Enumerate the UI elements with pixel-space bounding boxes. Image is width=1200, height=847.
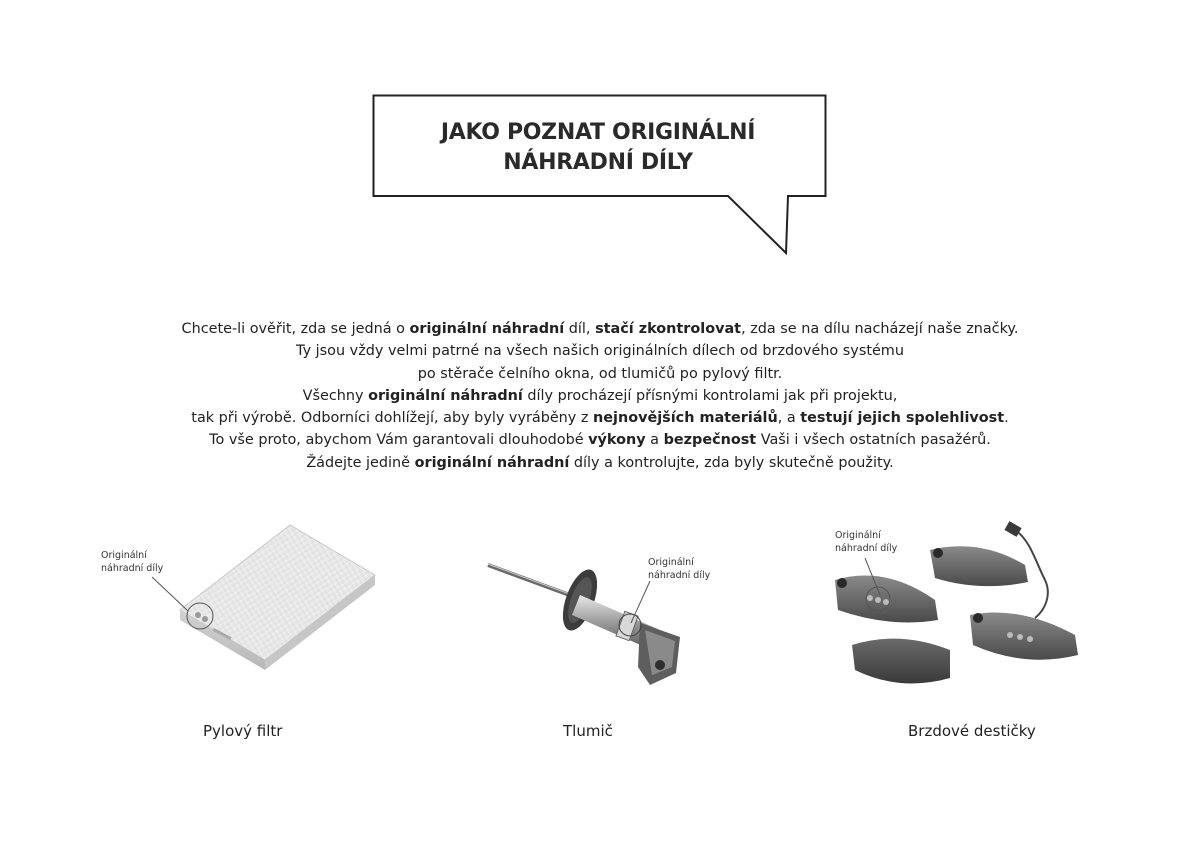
filter-callout-label: Originální náhradní díly (101, 550, 164, 574)
title-line-2: NÁHRADNÍ DÍLY (503, 150, 693, 175)
pads-callout-label: Originální náhradní díly (835, 530, 898, 554)
shock-callout-line (625, 578, 655, 628)
paragraph-text: Vaši i všech ostatních pasažérů. (756, 432, 991, 449)
shock-callout-label: Originální náhradní díly (648, 557, 711, 581)
title-line-1: JAKO POZNAT ORIGINÁLNÍ (440, 120, 756, 145)
emphasis-text: výkony (588, 432, 646, 449)
shock-caption: Tlumič (563, 722, 613, 740)
paragraph-text: , zda se na dílu nacházejí naše značky. (741, 321, 1019, 337)
emphasis-text: originální náhradní (368, 387, 523, 404)
paragraph-line (100, 363, 1100, 385)
paragraph-text: Všechny (302, 387, 369, 404)
emphasis-text: testují jejich spolehlivost (800, 410, 1005, 427)
paragraph-line (100, 340, 1100, 362)
paragraph-line (100, 407, 1100, 429)
paragraph-text: a (645, 432, 664, 449)
pollen-filter-image (170, 520, 380, 670)
paragraph-text: tak při výrobě. Odborníci dohlížejí, aby byly vyráběny z (191, 410, 594, 427)
emphasis-text: stačí zkontrolovat (595, 321, 742, 337)
emphasis-text: nejnovějších materiálů (593, 410, 778, 427)
paragraph-text: po stěrače čelního okna, od tlumičů po pylový filtr. (417, 365, 783, 382)
filter-caption: Pylový filtr (203, 722, 283, 740)
paragraph-text: díly procházejí přísnými kontrolami jak při projektu, (522, 387, 898, 404)
paragraph-text: Žádejte jedině (306, 454, 415, 471)
paragraph-line (100, 429, 1100, 451)
paragraph-line (100, 452, 1100, 474)
paragraph-text: díly a kontrolujte, zda byly skutečně použity. (569, 454, 894, 471)
filter-callout-line (150, 575, 195, 615)
paragraph-line (100, 385, 1100, 407)
pads-callout-line (860, 555, 890, 600)
paragraph-line (100, 318, 1100, 340)
speech-bubble (372, 94, 828, 256)
emphasis-text: originální náhradní (409, 321, 565, 337)
paragraph-text: To vše proto, abychom Vám garantovali dlouhodobé (209, 432, 589, 449)
paragraph-text: Chcete-li ověřit, zda se jedná o (181, 321, 410, 337)
intro-paragraph (100, 318, 1100, 474)
paragraph-text: . (1004, 410, 1009, 427)
emphasis-text: originální náhradní (414, 454, 570, 471)
pads-caption: Brzdové destičky (908, 722, 1036, 740)
paragraph-text: , a (777, 410, 801, 427)
paragraph-text: díl, (564, 321, 596, 337)
paragraph-text: Ty jsou vždy velmi patrné na všech našich originálních dílech od brzdového systému (296, 343, 904, 360)
emphasis-text: bezpečnost (663, 432, 757, 449)
page-title (372, 118, 824, 178)
